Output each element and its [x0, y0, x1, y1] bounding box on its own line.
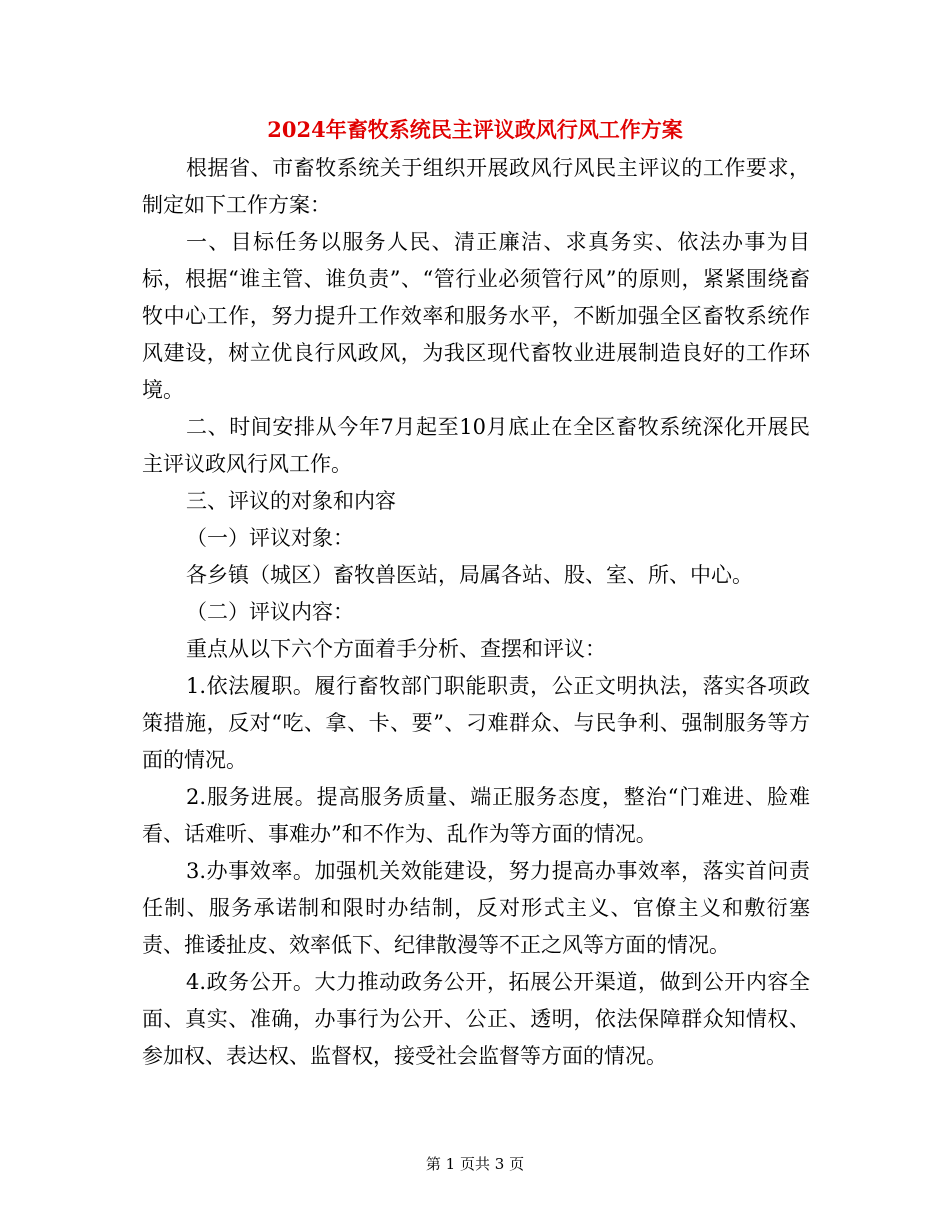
paragraph-subheading-content: （二）评议内容：: [186, 600, 354, 624]
paragraph-subheading-objects: （一）评议对象：: [186, 526, 354, 550]
paragraph-objects-list: 各乡镇（城区）畜牧兽医站，局属各站、股、室、所、中心。: [186, 563, 753, 587]
paragraph-section-3-heading: 三、评议的对象和内容: [186, 489, 396, 513]
paragraph-section-2: 二、时间安排从今年7月起至10月底止在全区畜牧系统深化开展民主评议政风行风工作。: [142, 415, 810, 476]
document-body: [142, 150, 810, 1075]
paragraph-section-1: 一、目标任务以服务人民、清正廉洁、求真务实、依法办事为目标，根据“谁主管、谁负责”、“管行业必须管行风”的原则，紧紧围绕畜牧中心工作，努力提升工作效率和服务水平，不断加强全区畜牧系统作风建设，树立优良行风政风，为我区现代畜牧业进展制造良好的工作环境。: [142, 230, 810, 402]
paragraph-item-4: 4.政务公开。大力推动政务公开，拓展公开渠道，做到公开内容全面、真实、准确，办事行为公开、公正、透明，依法保障群众知情权、参加权、表达权、监督权，接受社会监督等方面的情况。: [142, 970, 810, 1068]
page-footer: 第 1 页共 3 页: [425, 1155, 525, 1173]
document-title: 2024年畜牧系统民主评议政风行风工作方案: [267, 117, 683, 142]
paragraph-item-1: 1.依法履职。履行畜牧部门职能职责，公正文明执法，落实各项政策措施，反对“吃、拿、卡、要”、刁难群众、与民争利、强制服务等方面的情况。: [142, 674, 810, 772]
paragraph-intro: 根据省、市畜牧系统关于组织开展政风行风民主评议的工作要求，制定如下工作方案：: [142, 156, 810, 217]
paragraph-item-3: 3.办事效率。加强机关效能建设，努力提高办事效率，落实首问责任制、服务承诺制和限时办结制，反对形式主义、官僚主义和敷衍塞责、推诿扯皮、效率低下、纪律散漫等不正之风等方面的情况。: [142, 859, 810, 957]
paragraph-item-2: 2.服务进展。提高服务质量、端正服务态度，整治“门难进、脸难看、话难听、事难办”和不作为、乱作为等方面的情况。: [142, 785, 810, 846]
paragraph-content-intro: 重点从以下六个方面着手分析、查摆和评议：: [186, 637, 606, 661]
